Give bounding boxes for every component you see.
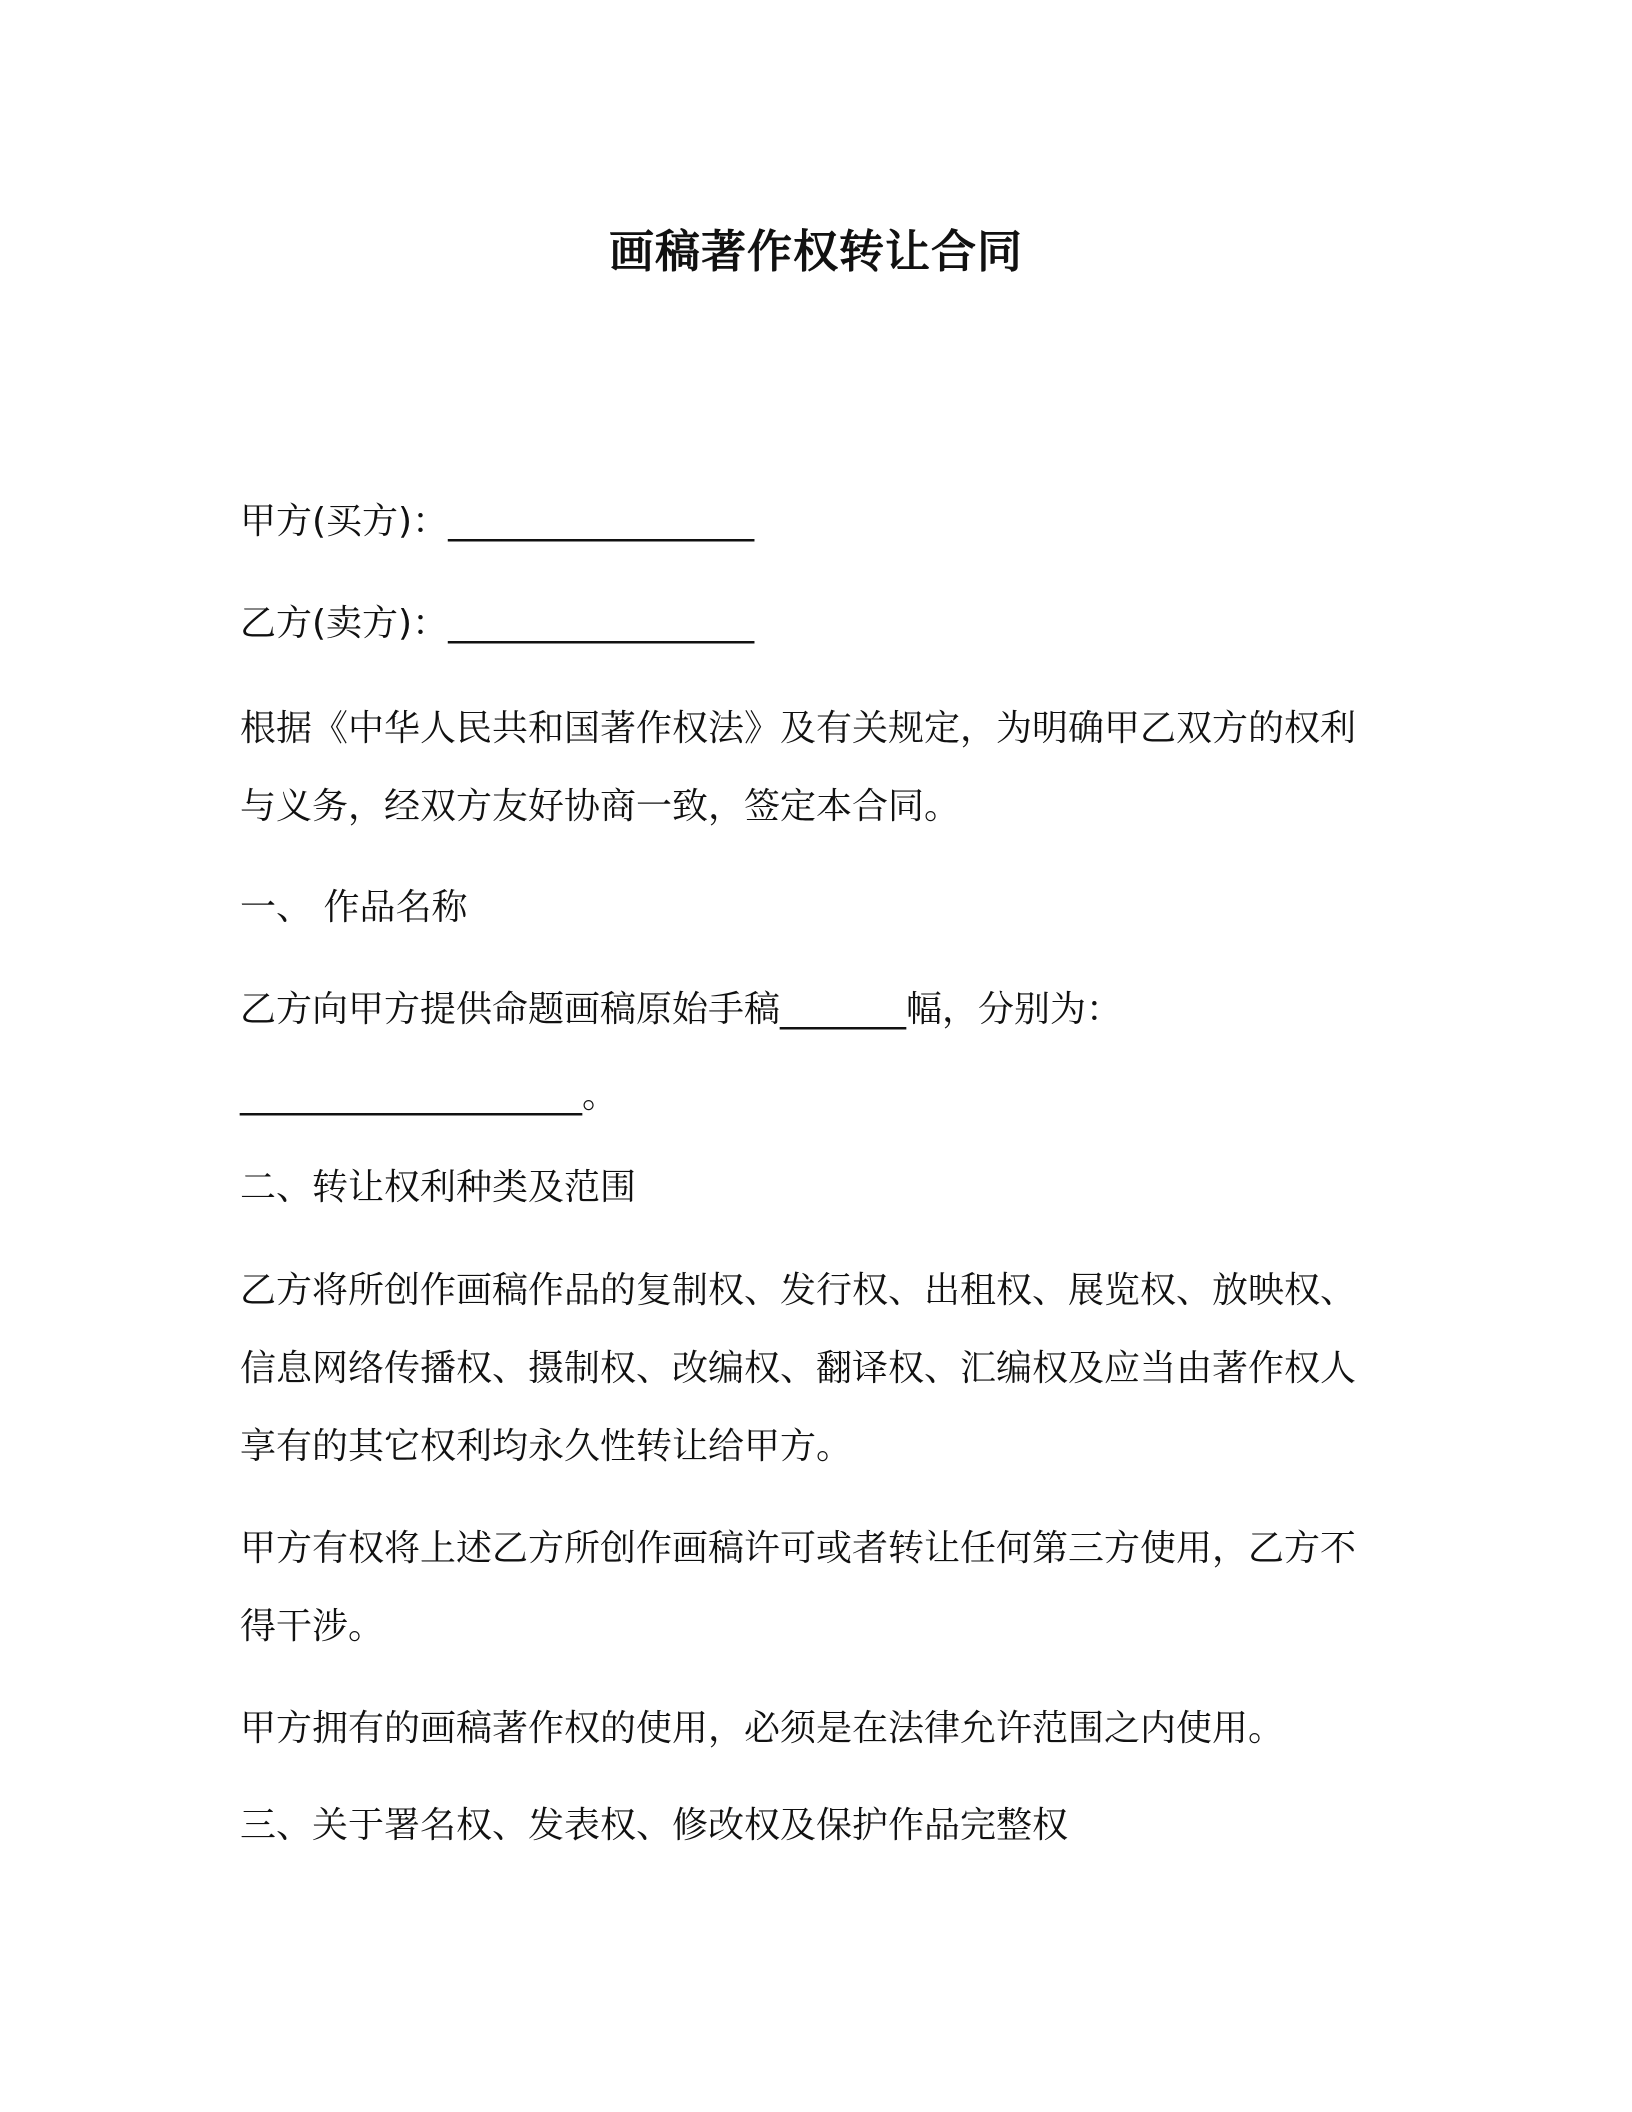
section-1-heading: 一、 作品名称 bbox=[240, 887, 468, 928]
section-2-paragraph-1: 乙方将所创作画稿作品的复制权、发行权、出租权、展览权、放映权、信息网络传播权、摄制权、改编权、翻译权、汇编权及应当由著作权人享有的其它权利均永久性转让给甲方。 bbox=[240, 1270, 1357, 1467]
section-3-heading: 三、关于署名权、发表权、修改权及保护作品完整权 bbox=[240, 1805, 1069, 1846]
section-1-line-2: ___________________。 bbox=[240, 1075, 618, 1116]
section-2-paragraph-3: 甲方拥有的画稿著作权的使用，必须是在法律允许范围之内使用。 bbox=[240, 1708, 1285, 1749]
section-2-paragraph-2: 甲方有权将上述乙方所创作画稿许可或者转让任何第三方使用，乙方不得干涉。 bbox=[240, 1528, 1357, 1647]
party-b-line: 乙方(卖方)：_________________ bbox=[240, 603, 755, 644]
party-a-line: 甲方(买方)：_________________ bbox=[240, 501, 755, 542]
section-1-line-1: 乙方向甲方提供命题画稿原始手稿_______幅，分别为： bbox=[240, 989, 1123, 1030]
preamble-paragraph: 根据《中华人民共和国著作权法》及有关规定，为明确甲乙双方的权利与义务，经双方友好协商一致，签定本合同。 bbox=[240, 708, 1357, 827]
section-2-heading: 二、转让权利种类及范围 bbox=[240, 1167, 637, 1208]
document-title: 画稿著作权转让合同 bbox=[608, 225, 1023, 278]
